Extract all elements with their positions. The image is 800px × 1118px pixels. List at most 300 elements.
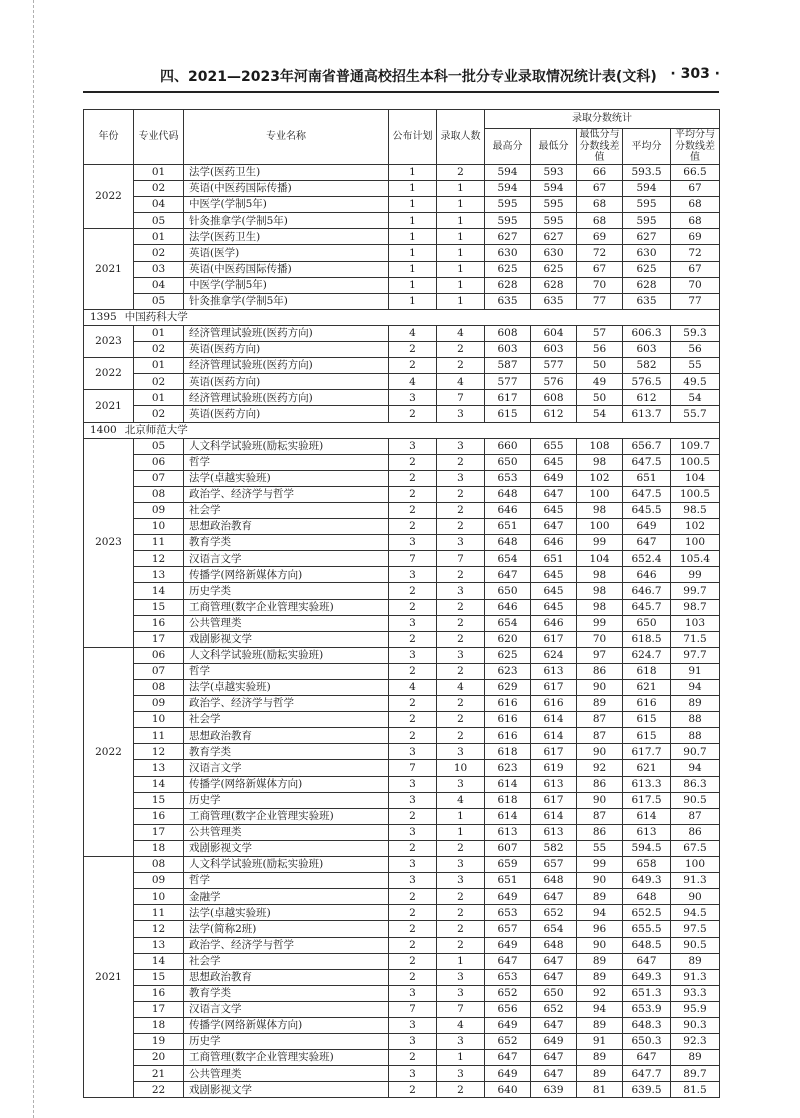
code-cell: 01 (134, 325, 184, 341)
max-score-cell: 613 (485, 824, 531, 840)
max-score-cell: 594 (485, 165, 531, 181)
avg-diff-cell: 89 (671, 1050, 720, 1066)
min-diff-cell: 77 (577, 293, 623, 309)
major-name-cell: 英语(中医药国际传播) (184, 181, 389, 197)
table-row (84, 1034, 720, 1050)
avg-score-cell: 651.3 (623, 985, 671, 1001)
code-cell: 18 (134, 1017, 184, 1033)
avg-score-cell: 576.5 (623, 374, 671, 390)
col-avg: 平均分 (623, 129, 671, 165)
min-score-cell: 613 (531, 824, 577, 840)
admitted-cell: 1 (437, 213, 485, 229)
code-cell: 12 (134, 744, 184, 760)
major-name-cell: 戏剧影视文学 (184, 1082, 389, 1098)
major-name-cell: 教育学类 (184, 535, 389, 551)
code-cell: 19 (134, 1034, 184, 1050)
min-score-cell: 595 (531, 197, 577, 213)
table-body (84, 165, 720, 1098)
max-score-cell: 654 (485, 551, 531, 567)
plan-cell: 2 (389, 599, 437, 615)
avg-score-cell: 648.3 (623, 1017, 671, 1033)
min-diff-cell: 89 (577, 1050, 623, 1066)
avg-diff-cell: 89 (671, 696, 720, 712)
code-cell: 05 (134, 438, 184, 454)
plan-cell: 2 (389, 712, 437, 728)
min-diff-cell: 67 (577, 261, 623, 277)
min-diff-cell: 92 (577, 760, 623, 776)
max-score-cell: 617 (485, 390, 531, 406)
code-cell: 10 (134, 712, 184, 728)
admitted-cell: 3 (437, 985, 485, 1001)
major-name-cell: 政治学、经济学与哲学 (184, 486, 389, 502)
min-score-cell: 635 (531, 293, 577, 309)
major-name-cell: 思想政治教育 (184, 728, 389, 744)
major-name-cell: 汉语言文学 (184, 760, 389, 776)
plan-cell: 3 (389, 792, 437, 808)
min-score-cell: 593 (531, 165, 577, 181)
avg-score-cell: 628 (623, 277, 671, 293)
table-row (84, 1001, 720, 1017)
max-score-cell: 646 (485, 599, 531, 615)
min-score-cell: 603 (531, 342, 577, 358)
avg-score-cell: 635 (623, 293, 671, 309)
avg-diff-cell: 91 (671, 663, 720, 679)
year-cell: 2023 (84, 438, 134, 647)
admitted-cell: 1 (437, 229, 485, 245)
plan-cell: 2 (389, 583, 437, 599)
table-row (84, 245, 720, 261)
major-name-cell: 工商管理(数字企业管理实验班) (184, 1050, 389, 1066)
table-row (84, 808, 720, 824)
avg-score-cell: 617.7 (623, 744, 671, 760)
plan-cell: 4 (389, 325, 437, 341)
major-name-cell: 历史学 (184, 1034, 389, 1050)
min-score-cell: 617 (531, 744, 577, 760)
code-cell: 13 (134, 567, 184, 583)
code-cell: 02 (134, 374, 184, 390)
year-cell: 2022 (84, 647, 134, 856)
min-diff-cell: 90 (577, 792, 623, 808)
min-score-cell: 614 (531, 712, 577, 728)
min-score-cell: 582 (531, 840, 577, 856)
min-diff-cell: 89 (577, 953, 623, 969)
major-name-cell: 哲学 (184, 873, 389, 889)
min-diff-cell: 87 (577, 728, 623, 744)
avg-score-cell: 649.3 (623, 969, 671, 985)
max-score-cell: 608 (485, 325, 531, 341)
code-cell: 14 (134, 583, 184, 599)
avg-score-cell: 658 (623, 857, 671, 873)
max-score-cell: 649 (485, 889, 531, 905)
avg-score-cell: 582 (623, 358, 671, 374)
admitted-cell: 1 (437, 293, 485, 309)
avg-diff-cell: 70 (671, 277, 720, 293)
admitted-cell: 3 (437, 857, 485, 873)
table-row (84, 905, 720, 921)
admitted-cell: 4 (437, 325, 485, 341)
table-row (84, 406, 720, 422)
avg-diff-cell: 104 (671, 470, 720, 486)
code-cell: 06 (134, 647, 184, 663)
admitted-cell: 7 (437, 551, 485, 567)
table-row (84, 824, 720, 840)
max-score-cell: 620 (485, 631, 531, 647)
plan-cell: 2 (389, 358, 437, 374)
max-score-cell: 646 (485, 502, 531, 518)
min-score-cell: 648 (531, 873, 577, 889)
max-score-cell: 652 (485, 985, 531, 1001)
code-cell: 12 (134, 551, 184, 567)
admitted-cell: 1 (437, 245, 485, 261)
plan-cell: 2 (389, 502, 437, 518)
plan-cell: 2 (389, 889, 437, 905)
table-row (84, 663, 720, 679)
school-section-row (84, 422, 720, 438)
avg-score-cell: 651 (623, 470, 671, 486)
avg-diff-cell: 67.5 (671, 840, 720, 856)
code-cell: 10 (134, 519, 184, 535)
code-cell: 07 (134, 663, 184, 679)
col-max: 最高分 (485, 129, 531, 165)
table-row (84, 358, 720, 374)
min-score-cell: 617 (531, 680, 577, 696)
year-cell: 2021 (84, 229, 134, 309)
code-cell: 03 (134, 261, 184, 277)
table-row (84, 680, 720, 696)
avg-diff-cell: 90.5 (671, 937, 720, 953)
code-cell: 13 (134, 760, 184, 776)
avg-score-cell: 649.3 (623, 873, 671, 889)
min-score-cell: 647 (531, 969, 577, 985)
code-cell: 17 (134, 1001, 184, 1017)
plan-cell: 3 (389, 744, 437, 760)
max-score-cell: 623 (485, 663, 531, 679)
plan-cell: 2 (389, 905, 437, 921)
avg-diff-cell: 68 (671, 197, 720, 213)
avg-diff-cell: 100 (671, 535, 720, 551)
school-section-row (84, 309, 720, 325)
min-score-cell: 614 (531, 808, 577, 824)
min-score-cell: 652 (531, 1001, 577, 1017)
table-row (84, 502, 720, 518)
plan-cell: 3 (389, 1034, 437, 1050)
avg-diff-cell: 98.7 (671, 599, 720, 615)
min-score-cell: 613 (531, 663, 577, 679)
admitted-cell: 4 (437, 680, 485, 696)
min-score-cell: 612 (531, 406, 577, 422)
plan-cell: 3 (389, 1017, 437, 1033)
major-name-cell: 法学(卓越实验班) (184, 470, 389, 486)
max-score-cell: 629 (485, 680, 531, 696)
admitted-cell: 1 (437, 808, 485, 824)
major-name-cell: 中医学(学制5年) (184, 277, 389, 293)
admitted-cell: 3 (437, 470, 485, 486)
avg-score-cell: 606.3 (623, 325, 671, 341)
min-diff-cell: 50 (577, 390, 623, 406)
min-score-cell: 647 (531, 1066, 577, 1082)
table-row (84, 390, 720, 406)
avg-score-cell: 625 (623, 261, 671, 277)
year-cell: 2023 (84, 325, 134, 357)
code-cell: 15 (134, 969, 184, 985)
code-cell: 21 (134, 1066, 184, 1082)
plan-cell: 3 (389, 776, 437, 792)
max-score-cell: 587 (485, 358, 531, 374)
max-score-cell: 640 (485, 1082, 531, 1098)
min-diff-cell: 98 (577, 502, 623, 518)
min-diff-cell: 86 (577, 663, 623, 679)
table-row (84, 519, 720, 535)
max-score-cell: 654 (485, 615, 531, 631)
max-score-cell: 614 (485, 808, 531, 824)
avg-diff-cell: 89.7 (671, 1066, 720, 1082)
min-diff-cell: 90 (577, 680, 623, 696)
max-score-cell: 607 (485, 840, 531, 856)
avg-diff-cell: 109.7 (671, 438, 720, 454)
max-score-cell: 650 (485, 454, 531, 470)
min-diff-cell: 55 (577, 840, 623, 856)
min-diff-cell: 69 (577, 229, 623, 245)
avg-diff-cell: 91.3 (671, 873, 720, 889)
major-name-cell: 经济管理试验班(医药方向) (184, 390, 389, 406)
major-name-cell: 社会学 (184, 953, 389, 969)
major-name-cell: 汉语言文学 (184, 1001, 389, 1017)
max-score-cell: 616 (485, 712, 531, 728)
table-row (84, 374, 720, 390)
table-row (84, 567, 720, 583)
table-row (84, 760, 720, 776)
admitted-cell: 1 (437, 953, 485, 969)
table-row (84, 1017, 720, 1033)
table-row (84, 1066, 720, 1082)
code-cell: 07 (134, 470, 184, 486)
min-score-cell: 594 (531, 181, 577, 197)
avg-score-cell: 613 (623, 824, 671, 840)
major-name-cell: 历史学 (184, 792, 389, 808)
min-diff-cell: 68 (577, 213, 623, 229)
table-row (84, 776, 720, 792)
table-row (84, 728, 720, 744)
major-name-cell: 传播学(网络新媒体方向) (184, 776, 389, 792)
avg-score-cell: 594.5 (623, 840, 671, 856)
max-score-cell: 577 (485, 374, 531, 390)
table-row (84, 631, 720, 647)
admitted-cell: 1 (437, 1050, 485, 1066)
plan-cell: 2 (389, 342, 437, 358)
avg-score-cell: 647 (623, 1050, 671, 1066)
avg-score-cell: 627 (623, 229, 671, 245)
avg-score-cell: 595 (623, 213, 671, 229)
major-name-cell: 金融学 (184, 889, 389, 905)
max-score-cell: 659 (485, 857, 531, 873)
min-diff-cell: 100 (577, 486, 623, 502)
avg-diff-cell: 54 (671, 390, 720, 406)
table-row (84, 165, 720, 181)
table-row (84, 599, 720, 615)
code-cell: 08 (134, 857, 184, 873)
min-score-cell: 604 (531, 325, 577, 341)
avg-diff-cell: 95.9 (671, 1001, 720, 1017)
avg-diff-cell: 97.5 (671, 921, 720, 937)
avg-score-cell: 613.7 (623, 406, 671, 422)
avg-score-cell: 649 (623, 519, 671, 535)
major-name-cell: 英语(医药方向) (184, 342, 389, 358)
admitted-cell: 7 (437, 1001, 485, 1017)
admitted-cell: 4 (437, 1017, 485, 1033)
major-name-cell: 戏剧影视文学 (184, 840, 389, 856)
table-row (84, 615, 720, 631)
min-diff-cell: 89 (577, 1066, 623, 1082)
code-cell: 11 (134, 905, 184, 921)
min-score-cell: 654 (531, 921, 577, 937)
admitted-cell: 4 (437, 792, 485, 808)
min-diff-cell: 94 (577, 905, 623, 921)
admitted-cell: 3 (437, 438, 485, 454)
avg-score-cell: 617.5 (623, 792, 671, 808)
max-score-cell: 595 (485, 213, 531, 229)
avg-diff-cell: 94 (671, 760, 720, 776)
max-score-cell: 618 (485, 792, 531, 808)
avg-score-cell: 614 (623, 808, 671, 824)
min-diff-cell: 99 (577, 857, 623, 873)
min-diff-cell: 91 (577, 1034, 623, 1050)
plan-cell: 2 (389, 728, 437, 744)
admitted-cell: 4 (437, 374, 485, 390)
avg-score-cell: 618 (623, 663, 671, 679)
admitted-cell: 3 (437, 969, 485, 985)
major-name-cell: 公共管理类 (184, 1066, 389, 1082)
code-cell: 06 (134, 454, 184, 470)
min-score-cell: 655 (531, 438, 577, 454)
avg-diff-cell: 67 (671, 261, 720, 277)
min-diff-cell: 89 (577, 696, 623, 712)
major-name-cell: 历史学类 (184, 583, 389, 599)
avg-score-cell: 652.5 (623, 905, 671, 921)
min-score-cell: 649 (531, 1034, 577, 1050)
avg-score-cell: 647.5 (623, 454, 671, 470)
table-row (84, 696, 720, 712)
plan-cell: 7 (389, 551, 437, 567)
avg-diff-cell: 69 (671, 229, 720, 245)
code-cell: 09 (134, 502, 184, 518)
avg-diff-cell: 103 (671, 615, 720, 631)
major-name-cell: 公共管理类 (184, 615, 389, 631)
avg-diff-cell: 86 (671, 824, 720, 840)
code-cell: 22 (134, 1082, 184, 1098)
avg-score-cell: 621 (623, 760, 671, 776)
admitted-cell: 3 (437, 406, 485, 422)
major-name-cell: 经济管理试验班(医药方向) (184, 358, 389, 374)
admitted-cell: 1 (437, 197, 485, 213)
major-name-cell: 工商管理(数字企业管理实验班) (184, 599, 389, 615)
admitted-cell: 3 (437, 535, 485, 551)
plan-cell: 2 (389, 840, 437, 856)
max-score-cell: 603 (485, 342, 531, 358)
min-diff-cell: 54 (577, 406, 623, 422)
avg-diff-cell: 68 (671, 213, 720, 229)
min-diff-cell: 50 (577, 358, 623, 374)
table-row (84, 937, 720, 953)
code-cell: 04 (134, 277, 184, 293)
min-diff-cell: 98 (577, 599, 623, 615)
max-score-cell: 652 (485, 1034, 531, 1050)
avg-diff-cell: 87 (671, 808, 720, 824)
avg-score-cell: 648.5 (623, 937, 671, 953)
min-diff-cell: 97 (577, 647, 623, 663)
max-score-cell: 647 (485, 953, 531, 969)
code-cell: 16 (134, 808, 184, 824)
min-score-cell: 645 (531, 567, 577, 583)
admitted-cell: 3 (437, 744, 485, 760)
admitted-cell: 2 (437, 937, 485, 953)
avg-diff-cell: 72 (671, 245, 720, 261)
table-header (84, 110, 720, 165)
min-diff-cell: 87 (577, 808, 623, 824)
avg-diff-cell: 100.5 (671, 454, 720, 470)
major-name-cell: 社会学 (184, 502, 389, 518)
major-name-cell: 教育学类 (184, 985, 389, 1001)
max-score-cell: 594 (485, 181, 531, 197)
avg-diff-cell: 98.5 (671, 502, 720, 518)
min-score-cell: 625 (531, 261, 577, 277)
page-header (160, 66, 720, 88)
admitted-cell: 3 (437, 873, 485, 889)
code-cell: 09 (134, 873, 184, 889)
code-cell: 12 (134, 921, 184, 937)
school-name: 中国药科大学 (124, 311, 188, 324)
major-name-cell: 思想政治教育 (184, 969, 389, 985)
plan-cell: 2 (389, 406, 437, 422)
avg-score-cell: 612 (623, 390, 671, 406)
min-diff-cell: 92 (577, 985, 623, 1001)
plan-cell: 1 (389, 213, 437, 229)
admitted-cell: 2 (437, 1082, 485, 1098)
major-name-cell: 人文科学试验班(励耘实验班) (184, 438, 389, 454)
avg-diff-cell: 81.5 (671, 1082, 720, 1098)
min-diff-cell: 108 (577, 438, 623, 454)
plan-cell: 2 (389, 1082, 437, 1098)
max-score-cell: 635 (485, 293, 531, 309)
max-score-cell: 648 (485, 486, 531, 502)
table-row (84, 342, 720, 358)
max-score-cell: 615 (485, 406, 531, 422)
year-cell: 2022 (84, 358, 134, 390)
avg-score-cell: 616 (623, 696, 671, 712)
major-name-cell: 教育学类 (184, 744, 389, 760)
avg-diff-cell: 97.7 (671, 647, 720, 663)
admitted-cell: 2 (437, 519, 485, 535)
major-name-cell: 法学(医药卫生) (184, 229, 389, 245)
table-row (84, 921, 720, 937)
code-cell: 15 (134, 792, 184, 808)
plan-cell: 2 (389, 470, 437, 486)
avg-score-cell: 618.5 (623, 631, 671, 647)
avg-diff-cell: 94 (671, 680, 720, 696)
major-name-cell: 英语(医药方向) (184, 374, 389, 390)
admitted-cell: 2 (437, 615, 485, 631)
school-code: 1400 (90, 423, 117, 436)
code-cell: 11 (134, 535, 184, 551)
max-score-cell: 595 (485, 197, 531, 213)
code-cell: 17 (134, 631, 184, 647)
min-score-cell: 628 (531, 277, 577, 293)
major-name-cell: 政治学、经济学与哲学 (184, 696, 389, 712)
min-diff-cell: 98 (577, 567, 623, 583)
avg-score-cell: 652.4 (623, 551, 671, 567)
major-name-cell: 法学(卓越实验班) (184, 680, 389, 696)
max-score-cell: 614 (485, 776, 531, 792)
table-row (84, 454, 720, 470)
